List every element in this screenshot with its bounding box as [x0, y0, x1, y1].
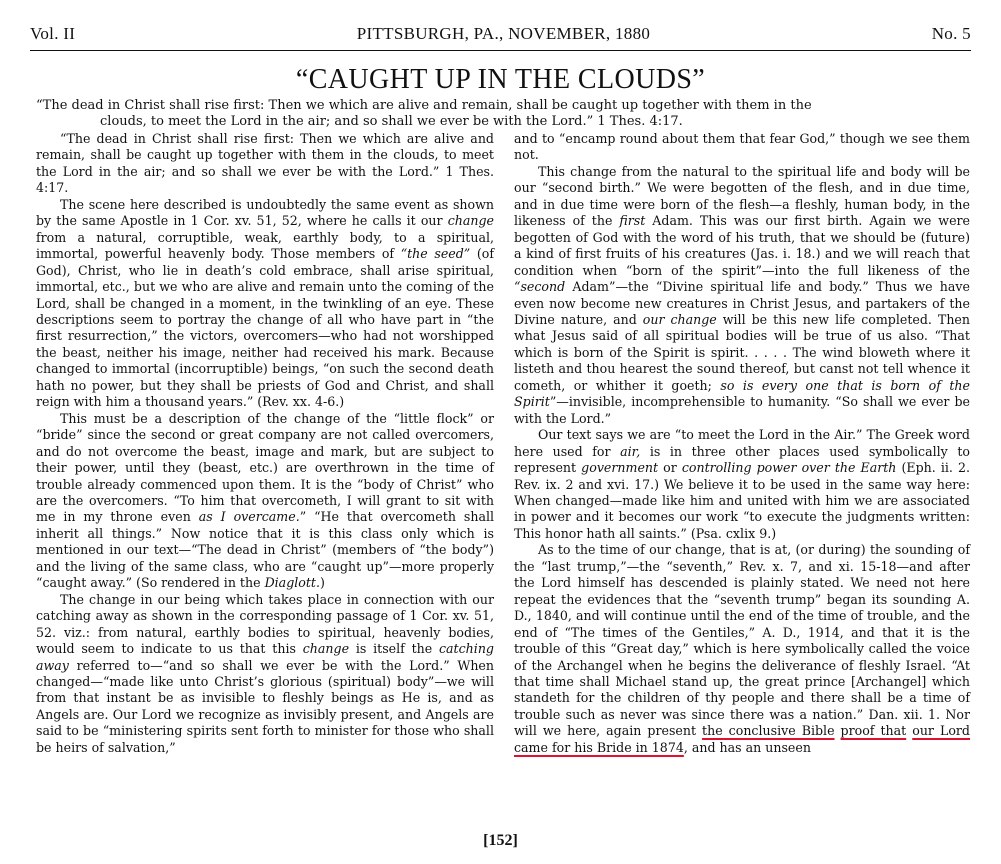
- red-underline-annotation: proof that: [840, 723, 907, 739]
- paragraph: “The dead in Christ shall rise first: Then we which are alive and remain, shall be caught up together with them in the clouds, to meet the Lord in the air; and so shall we ever be with the Lord.” 1 Thes. 4:17.: [36, 131, 494, 196]
- red-underline-annotation: our Lord came for his Bride in 1874: [514, 723, 970, 755]
- masthead-rule: [30, 50, 971, 51]
- left-column: [36, 131, 494, 756]
- issue-number: No. 5: [931, 24, 971, 43]
- volume-label: Vol. II: [30, 24, 76, 43]
- article-title: “CAUGHT UP IN THE CLOUDS”: [295, 64, 706, 95]
- paragraph: The scene here described is undoubtedly the same event as shown by the same Apostle in 1 Cor. xv. 51, 52, where he calls it our change from a natural, corruptible, weak, earthly body, to a spiritual, immortal, powerful heavenly body. Those members of “the seed” (of God), Christ, who lie in death’s cold embrace, shall arise spiritual, immortal, etc., but we who are alive and remain unto the coming of the Lord, shall be changed in a moment, in the twinkling of an eye. These descriptions seem to portray the change of all who have part in “the first resurrection,” the victors, overcomers—who had not worshipped the beast, neither his image, neither had received his mark. Because changed to immortal (incorruptible) beings, “on such the second death hath no power, but they shall be priests of God and Christ, and shall reign with him a thousand years.” (Rev. xx. 4-6.): [36, 196, 494, 410]
- epigraph-line-1: “The dead in Christ shall rise first: Then we which are alive and remain, shall be caught up together with them in the: [36, 98, 812, 113]
- paragraph: This must be a description of the change of the “little flock” or “bride” since the second or great company are not called overcomers, and do not overcome the beast, image and mark, but are subject to their power, until they (beast, etc.) are overthrown in the time of trouble already commenced upon them. It is the “body of Christ” who are the overcomers. “To him that overcometh, I will grant to sit with me in my throne even as I overcame.” “He that overcometh shall inherit all things.” Now notice that it is this class only which is mentioned in our text—“The dead in Christ” (members of “the body”) and the living of the same class, who are “caught up”—more properly “caught away.” (So rendered in the Diaglott.): [36, 410, 495, 591]
- paragraph: The change in our being which takes place in connection with our catching away as shown in the corresponding passage of 1 Cor. xv. 51, 52. viz.: from natural, earthly bodies to spiritual, heavenly bodies, would seem to indicate to us that this change is itself the catching away referred to—“and so shall we ever be with the Lord.” When changed—“made like unto Christ’s glorious (spiritual) body”—we will from that instant be as invisible to fleshly beings as He is, and as Angels are. Our Lord we recognize as invisibly present, and Angels are said to be “ministering spirits sent forth to minister for those who shall be heirs of salvation,”: [36, 591, 494, 755]
- epigraph-line-2: clouds, to meet the Lord in the air; and so shall we ever be with the Lord.” 1 Thes. 4:17.: [100, 114, 683, 129]
- masthead: [30, 20, 971, 48]
- right-column: [514, 131, 970, 756]
- epigraph: [36, 98, 971, 130]
- paragraph: This change from the natural to the spiritual life and body will be our “second birth.” We were begotten of the flesh, and in due time, and in due time were born of the flesh—a fleshly, human body, in the likeness of the first Adam. This was our first birth. Again we were begotten of God with the word of his truth, that we should be (future) a kind of first fruits of his creatures (Jas. i. 18.) and we will reach that condition when “born of the spirit”—into the full likeness of the “second Adam”—the “Divine spiritual life and body.” Thus we have even now become new creatures in Christ Jesus, and partakers of the Divine nature, and our change will be this new life completed. Then what Jesus said of all spiritual bodies will be true of us also. “That which is born of the Spirit is spirit. . . . . The wind bloweth where it listeth and thou hearest the sound thereof, but canst not tell whence it cometh, or whither it goeth; so is every one that is born of the Spirit”—invisible, incomprehensible to humanity. “So shall we ever be with the Lord.”: [514, 163, 970, 426]
- place-date: PITTSBURGH, PA., NOVEMBER, 1880: [356, 24, 651, 43]
- paragraph: As to the time of our change, that is at, (or during) the sounding of the “last trump,”—the “seventh,” Rev. x. 7, and xi. 15-18—and after the Lord himself has descended is plainly stated. We need not here repeat the evidences that the “seventh trump” began its sounding A. D., 1840, and will continue until the end of the time of trouble, and the end of “The times of the Gentiles,” A. D., 1914, and that it is the trouble of this “Great day,” which is here symbolically called the voice of the Archangel when he begins the deliverance of fleshly Israel. “At that time shall Michael stand up, the great prince [Archangel] which standeth for the children of thy people and there shall be a time of trouble such as never was since there was a nation.” Dan. xii. 1. Nor will we here, again present the conclusive Bible proof that our Lord came for his Bride in 1874, and has an unseen: [514, 542, 970, 755]
- page-number: [152]: [483, 832, 518, 849]
- paragraph: and to “encamp round about them that fear God,” though we see them not.: [514, 131, 970, 163]
- paragraph: Our text says we are “to meet the Lord in the Air.” The Greek word here used for air, is in three other places used symbolically to represent government or controlling power over the Earth (Eph. ii. 2. Rev. ix. 2 and xvi. 17.) We believe it to be used in the same way here: When changed—made like him and united with him we are associated in power and it becomes our work “to execute the judgments written: This honor hath all saints.” (Psa. cxlix 9.): [514, 427, 971, 541]
- red-underline-annotation: the conclusive Bible: [702, 723, 835, 739]
